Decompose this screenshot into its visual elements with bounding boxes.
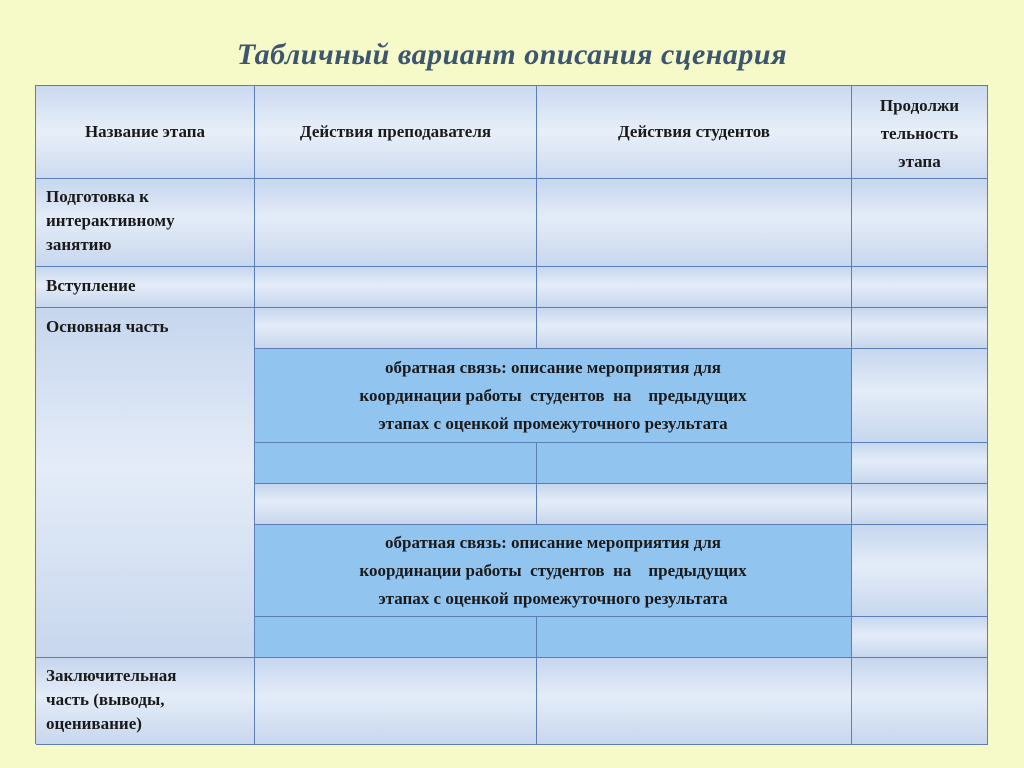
feedback-1-line-2: координации работы студентов на предыдущих	[359, 385, 747, 405]
main-row-2-teacher-cell	[255, 443, 537, 484]
header-stage-name: Название этапа	[36, 86, 255, 179]
preparation-teacher-cell	[255, 179, 537, 267]
stage-final-line-1: Заключительная	[46, 666, 177, 685]
main-row-1-students-cell	[537, 308, 852, 349]
stage-preparation	[36, 179, 255, 267]
final-teacher-cell	[255, 658, 537, 745]
feedback-1-duration-cell	[852, 349, 988, 443]
header-duration-line-2: тельность	[880, 124, 959, 143]
final-duration-cell	[852, 658, 988, 745]
final-students-cell	[537, 658, 852, 745]
feedback-2-line-2: координации работы студентов на предыдущих	[359, 560, 747, 580]
stage-final-line-3: оценивание)	[46, 714, 142, 733]
introduction-teacher-cell	[255, 267, 537, 308]
header-student-actions: Действия студентов	[537, 86, 852, 179]
stage-preparation-line-2: интерактивному	[46, 211, 175, 230]
stage-main-part: Основная часть	[36, 308, 255, 658]
feedback-2-line-1: обратная связь: описание мероприятия для	[384, 532, 721, 552]
feedback-2-line-3: этапах с оценкой промежуточного результата	[378, 588, 728, 608]
page-title: Табличный вариант описания сценария	[236, 38, 788, 71]
feedback-1-line-3: этапах с оценкой промежуточного результата	[378, 413, 728, 433]
main-row-4-teacher-cell	[255, 617, 537, 658]
preparation-duration-cell	[852, 179, 988, 267]
main-row-1-duration-cell	[852, 308, 988, 349]
stage-final-line-2: часть (выводы,	[46, 690, 165, 709]
main-row-3-teacher-cell	[255, 484, 537, 525]
header-duration	[852, 86, 988, 179]
stage-preparation-line-3: занятию	[46, 235, 112, 254]
header-duration-line-3: этапа	[898, 152, 941, 171]
main-row-3-students-cell	[537, 484, 852, 525]
main-row-4-students-cell	[537, 617, 852, 658]
preparation-students-cell	[537, 179, 852, 267]
introduction-duration-cell	[852, 267, 988, 308]
feedback-1-line-1: обратная связь: описание мероприятия для	[384, 357, 721, 377]
header-teacher-actions: Действия преподавателя	[255, 86, 537, 179]
stage-final-part	[36, 658, 255, 745]
stage-introduction: Вступление	[36, 267, 255, 308]
feedback-block-2	[255, 525, 852, 617]
stage-preparation-line-1: Подготовка к	[46, 187, 149, 206]
feedback-2-duration-cell	[852, 525, 988, 617]
introduction-students-cell	[537, 267, 852, 308]
main-row-1-teacher-cell	[255, 308, 537, 349]
main-row-3-duration-cell	[852, 484, 988, 525]
header-duration-line-1: Продолжи	[879, 96, 960, 115]
main-row-2-duration-cell	[852, 443, 988, 484]
main-row-2-students-cell	[537, 443, 852, 484]
feedback-block-1	[255, 349, 852, 443]
main-row-4-duration-cell	[852, 617, 988, 658]
scenario-table	[35, 85, 988, 744]
